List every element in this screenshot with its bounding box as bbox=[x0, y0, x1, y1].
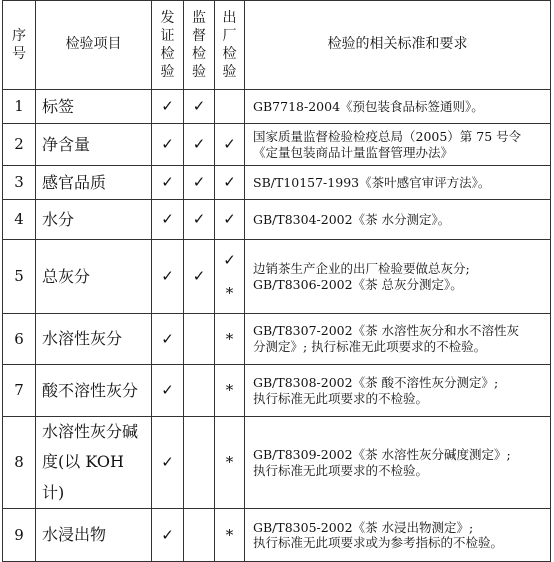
inspection-item-line: 度(以 KOH 计) bbox=[42, 452, 124, 502]
standard-text bbox=[245, 365, 551, 417]
cert-check: ✓ bbox=[152, 365, 184, 417]
table-row bbox=[3, 240, 551, 314]
standard-text bbox=[245, 509, 551, 562]
header-cert-char: 发 bbox=[160, 9, 175, 26]
standard-line: 分测定》; 执行标准无此项要求的不检验。 bbox=[253, 339, 487, 354]
header-seq-char: 号 bbox=[12, 46, 26, 62]
standard-text bbox=[245, 314, 551, 365]
header-factory-char: 出 bbox=[222, 9, 237, 26]
row-number: 5 bbox=[3, 240, 36, 314]
row-number: 7 bbox=[3, 365, 36, 417]
supervise-check bbox=[184, 314, 215, 365]
inspection-item: 感官品质 bbox=[36, 166, 152, 200]
factory-check: ✓ bbox=[215, 166, 245, 200]
standard-text bbox=[245, 124, 551, 166]
cert-check: ✓ bbox=[152, 509, 184, 562]
inspection-item bbox=[36, 417, 152, 509]
inspection-item: 水浸出物 bbox=[36, 509, 152, 562]
table-row bbox=[3, 90, 551, 124]
factory-check: * bbox=[215, 509, 245, 562]
standard-text bbox=[245, 90, 551, 124]
factory-check: ✓ bbox=[215, 124, 245, 166]
supervise-check: ✓ bbox=[184, 90, 215, 124]
cert-check: ✓ bbox=[152, 200, 184, 240]
cert-check: ✓ bbox=[152, 166, 184, 200]
standard-line: GB/T8305-2002《茶 水浸出物测定》; bbox=[253, 519, 474, 535]
header-supervise-char: 督 bbox=[192, 27, 206, 44]
header-supervise-char: 检 bbox=[192, 46, 206, 62]
inspection-item: 酸不溶性灰分 bbox=[36, 365, 152, 417]
header-supervise-char: 验 bbox=[192, 64, 206, 81]
header-standard: 检验的相关标准和要求 bbox=[245, 1, 551, 90]
row-number: 8 bbox=[3, 417, 36, 509]
header-cert-char: 证 bbox=[160, 27, 175, 44]
standard-line: GB/T8304-2002《茶 水分测定》。 bbox=[253, 211, 451, 227]
factory-check: * bbox=[215, 365, 245, 417]
factory-check: * bbox=[215, 417, 245, 509]
cert-check: ✓ bbox=[152, 314, 184, 365]
table-row bbox=[3, 417, 551, 509]
standard-line: 执行标准无此项要求的不检验。 bbox=[253, 462, 429, 478]
inspection-item: 水分 bbox=[36, 200, 152, 240]
row-number: 1 bbox=[3, 90, 36, 124]
standard-line: GB/T8308-2002《茶 酸不溶性灰分测定》; bbox=[253, 374, 499, 390]
factory-check: ✓ bbox=[215, 200, 245, 240]
standard-line: 执行标准无此项要求的不检验。 bbox=[253, 390, 429, 406]
factory-star-mark: * bbox=[225, 283, 234, 302]
cert-check: ✓ bbox=[152, 124, 184, 166]
header-factory-char: 厂 bbox=[222, 27, 237, 44]
table-row bbox=[3, 314, 551, 365]
supervise-check: ✓ bbox=[184, 240, 215, 314]
supervise-check bbox=[184, 509, 215, 562]
supervise-check: ✓ bbox=[184, 166, 215, 200]
supervise-check: ✓ bbox=[184, 124, 215, 166]
inspection-table bbox=[2, 0, 551, 562]
row-number: 9 bbox=[3, 509, 36, 562]
inspection-item: 标签 bbox=[36, 90, 152, 124]
supervise-check bbox=[184, 365, 215, 417]
header-cert-char: 验 bbox=[160, 64, 175, 81]
supervise-check: ✓ bbox=[184, 200, 215, 240]
factory-check bbox=[215, 90, 245, 124]
table-row bbox=[3, 124, 551, 166]
factory-check-mark: ✓ bbox=[223, 250, 236, 269]
table-row bbox=[3, 365, 551, 417]
standard-line: 边销茶生产企业的出厂检验要做总灰分; bbox=[253, 260, 470, 276]
header-row bbox=[3, 1, 551, 90]
factory-check: * bbox=[215, 314, 245, 365]
standard-text bbox=[245, 240, 551, 314]
standard-line: GB/T8307-2002《茶 水溶性灰分和水不溶性灰 bbox=[253, 323, 520, 339]
standard-line: GB/T8309-2002《茶 水溶性灰分碱度测定》; bbox=[253, 446, 511, 462]
header-supervise-char: 监 bbox=[192, 9, 206, 26]
row-number: 3 bbox=[3, 166, 36, 200]
standard-line: 《定量包装商品计量监督管理办法》 bbox=[253, 144, 454, 160]
standard-text bbox=[245, 166, 551, 200]
standard-line: GB7718-2004《预包装食品标签通则》。 bbox=[253, 98, 484, 114]
standard-text bbox=[245, 417, 551, 509]
header-item: 检验项目 bbox=[36, 1, 152, 90]
inspection-item: 总灰分 bbox=[36, 240, 152, 314]
standard-line: SB/T10157-1993《茶叶感官审评方法》。 bbox=[253, 174, 491, 190]
header-factory-char: 验 bbox=[222, 64, 237, 81]
header-supervise bbox=[184, 1, 215, 90]
cert-check: ✓ bbox=[152, 90, 184, 124]
inspection-item-line: 水溶性灰分碱 bbox=[42, 422, 139, 441]
row-number: 2 bbox=[3, 124, 36, 166]
cert-check: ✓ bbox=[152, 240, 184, 314]
inspection-item: 水溶性灰分 bbox=[36, 314, 152, 365]
factory-check bbox=[215, 240, 245, 314]
row-number: 4 bbox=[3, 200, 36, 240]
row-number: 6 bbox=[3, 314, 36, 365]
standard-line: 国家质量监督检验检疫总局（2005）第 75 号令 bbox=[253, 128, 522, 144]
inspection-item: 净含量 bbox=[36, 124, 152, 166]
standard-text bbox=[245, 200, 551, 240]
header-factory bbox=[215, 1, 245, 90]
header-cert-char: 检 bbox=[160, 46, 175, 62]
header-factory-char: 检 bbox=[222, 46, 237, 62]
header-cert bbox=[152, 1, 184, 90]
table-row bbox=[3, 200, 551, 240]
header-seq-char: 序 bbox=[12, 27, 26, 44]
supervise-check bbox=[184, 417, 215, 509]
standard-line: GB/T8306-2002《茶 总灰分测定》。 bbox=[253, 276, 463, 292]
table-row bbox=[3, 509, 551, 562]
standard-line: 执行标准无此项要求或为参考指标的不检验。 bbox=[253, 535, 504, 551]
cert-check: ✓ bbox=[152, 417, 184, 509]
header-seq bbox=[3, 1, 36, 90]
table-row bbox=[3, 166, 551, 200]
